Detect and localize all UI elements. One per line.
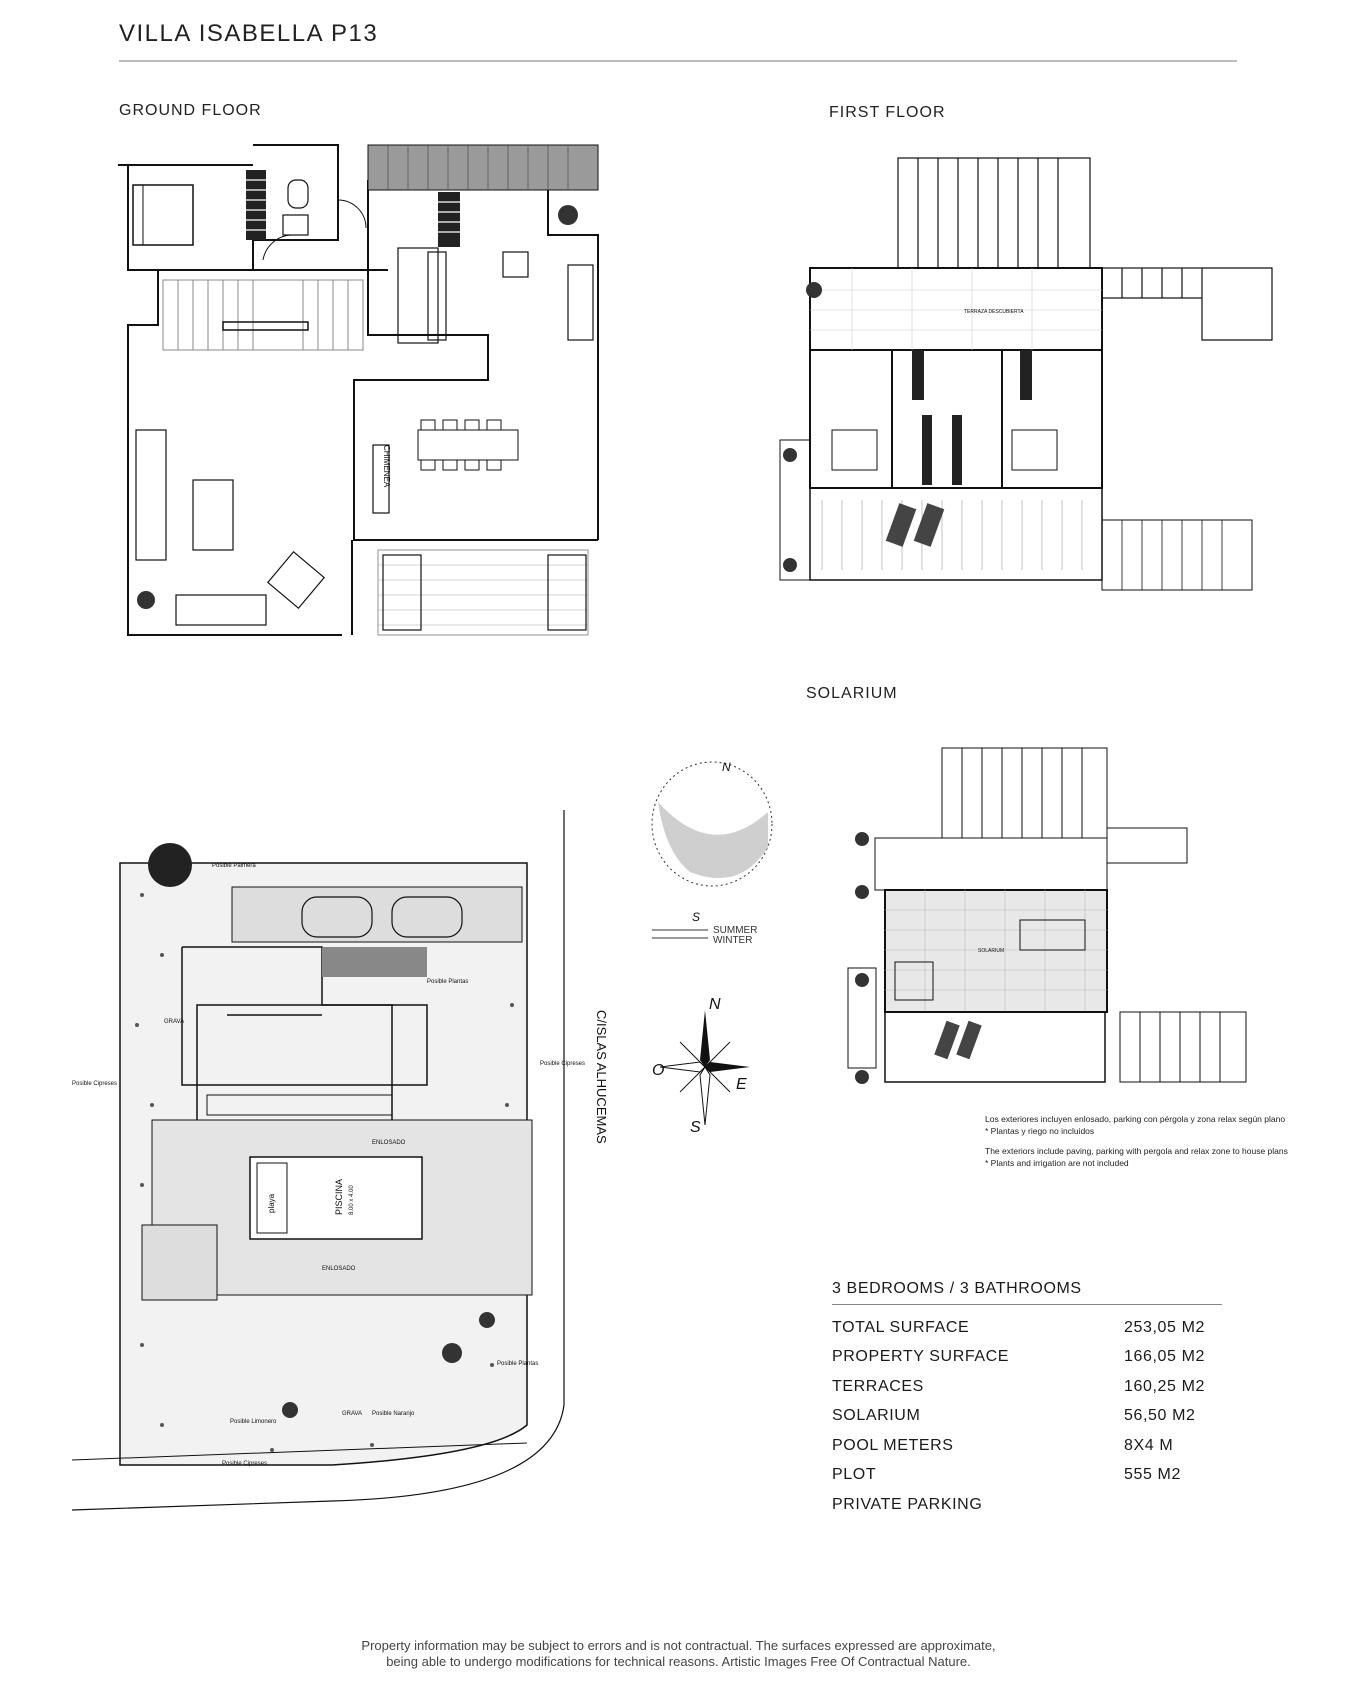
ground-floor-plan [118, 140, 600, 640]
spec-value: 160,25 M2 [1124, 1377, 1206, 1395]
compass-s-label: S [690, 1119, 701, 1136]
legal-disclaimer [0, 1638, 1357, 1670]
spec-value: 8X4 M [1124, 1436, 1174, 1454]
plant-icon [783, 558, 797, 572]
enlosado-label: ENLOSADO [322, 1266, 356, 1272]
north-label: N [722, 760, 731, 774]
plant-icon [558, 205, 578, 225]
plant-icon [442, 1343, 462, 1363]
posible-palmera-label: Posible Palmera [212, 863, 256, 869]
grava-label: GRAVA [164, 1019, 185, 1025]
spec-label: TOTAL SURFACE [832, 1318, 970, 1336]
relax-zone [142, 1225, 217, 1300]
parking-area [232, 887, 522, 942]
note-line: * Plantas y riego no incluidos [985, 1126, 1095, 1136]
compass-n-label: N [709, 996, 721, 1013]
bed-icon [1012, 430, 1057, 470]
winter-label: WINTER [713, 935, 753, 946]
first-floor-label: FIRST FLOOR [829, 104, 946, 121]
posible-cipreses-label: Posible Cipreses [222, 1461, 268, 1467]
palm-tree-icon [148, 843, 192, 887]
grava-label: GRAVA [342, 1411, 363, 1417]
page-title: VILLA ISABELLA P13 [119, 20, 379, 47]
toilet-icon [288, 180, 308, 208]
posible-naranjo-label: Posible Naranjo [372, 1411, 415, 1417]
piscina-label: PISCINA [334, 1178, 344, 1215]
title-divider [119, 60, 1237, 62]
compass-needle [700, 1010, 710, 1067]
pergola-roof [368, 145, 598, 190]
kitchen-counter-icon [398, 248, 593, 343]
posible-plantas-label: Posible Plantas [427, 979, 469, 985]
sunbed-icon [914, 503, 945, 547]
spec-value: 166,05 M2 [1124, 1348, 1206, 1366]
sunbed-icon [886, 503, 917, 547]
tree-icon [282, 1402, 298, 1418]
note-line: Los exteriores incluyen enlosado, parking con pérgola y zona relax según plano [985, 1114, 1286, 1124]
specs-heading: 3 BEDROOMS / 3 BATHROOMS [832, 1280, 1222, 1305]
plant-icon [855, 832, 869, 846]
lounger-icon [548, 555, 586, 630]
posible-plantas-label: Posible Plantas [497, 1361, 539, 1367]
exterior-notes [985, 1113, 1315, 1169]
compass-e-label: E [736, 1076, 747, 1093]
plant-icon [479, 1312, 495, 1328]
spec-row [832, 1402, 1222, 1432]
posible-limonero-label: Posible Limonero [230, 1419, 277, 1425]
spec-row [832, 1313, 1222, 1343]
solarium-area-label: SOLARIUM [978, 948, 1005, 954]
spec-value: 555 M2 [1124, 1466, 1181, 1484]
disclaimer-line: being able to undergo modifications for technical reasons. Artistic Images Free Of Contractual Nature. [386, 1654, 971, 1669]
bed-icon [832, 430, 877, 470]
solarium-label: SOLARIUM [806, 685, 898, 702]
property-specs [832, 1280, 1222, 1520]
summer-label: SUMMER [713, 925, 758, 936]
south-label: S [692, 910, 701, 924]
street-label: C/ISLAS ALHUCEMAS [594, 1010, 609, 1144]
sink-icon [283, 215, 308, 235]
sun-path-diagram [640, 752, 780, 946]
spec-row [832, 1431, 1222, 1461]
sunbed-icon [956, 1021, 981, 1060]
spec-value: 253,05 M2 [1124, 1318, 1206, 1336]
spec-row [832, 1461, 1222, 1491]
compass-rose [650, 995, 760, 1135]
plant-icon [806, 282, 822, 298]
chimenea-label: CHIMENEA [382, 445, 391, 488]
note-line: * Plants and irrigation are not included [985, 1158, 1129, 1168]
ground-floor-label: GROUND FLOOR [119, 102, 262, 119]
sofa-icon [136, 430, 324, 625]
note-line: The exteriors include paving, parking with pergola and relax zone to house plans [985, 1146, 1288, 1156]
lounger-icon [383, 555, 421, 630]
solarium-plan [840, 740, 1260, 1100]
spec-label: TERRACES [832, 1377, 924, 1395]
spec-label: PRIVATE PARKING [832, 1495, 983, 1513]
terrace-paving [378, 550, 588, 635]
plant-icon [137, 591, 155, 609]
dining-table-icon [418, 420, 518, 470]
sunbed-icon [934, 1021, 959, 1060]
plant-icon [855, 885, 869, 899]
enlosado-label: ENLOSADO [372, 1140, 406, 1146]
first-floor-plan [772, 150, 1272, 640]
spec-label: PLOT [832, 1466, 877, 1484]
plant-icon [783, 448, 797, 462]
spec-label: PROPERTY SURFACE [832, 1348, 1010, 1366]
playa-label: playa [267, 1193, 276, 1213]
spec-label: POOL METERS [832, 1436, 954, 1454]
sun-shade [658, 802, 768, 878]
bed-icon [133, 185, 193, 245]
spec-value: 56,50 M2 [1124, 1407, 1196, 1425]
terraza-descubierta-label: TERRAZA DESCUBIERTA [964, 309, 1024, 315]
site-plan [72, 805, 632, 1517]
posible-cipreses-label: Posible Cipreses [72, 1081, 118, 1087]
spec-row [832, 1490, 1222, 1520]
compass-o-label: O [652, 1062, 665, 1079]
piscina-size-label: 8.00 x 4.00 [349, 1185, 355, 1215]
coffee-table-icon [193, 480, 233, 550]
staircase-icon [163, 280, 363, 350]
spec-row [832, 1372, 1222, 1402]
disclaimer-line: Property information may be subject to errors and is not contractual. The surfaces expressed are approximate, [361, 1638, 996, 1653]
spec-label: SOLARIUM [832, 1407, 921, 1425]
posible-cipreses-label: Posible Cipreses [540, 1061, 586, 1067]
plant-icon [855, 973, 869, 987]
spec-row [832, 1343, 1222, 1373]
plant-icon [855, 1070, 869, 1084]
